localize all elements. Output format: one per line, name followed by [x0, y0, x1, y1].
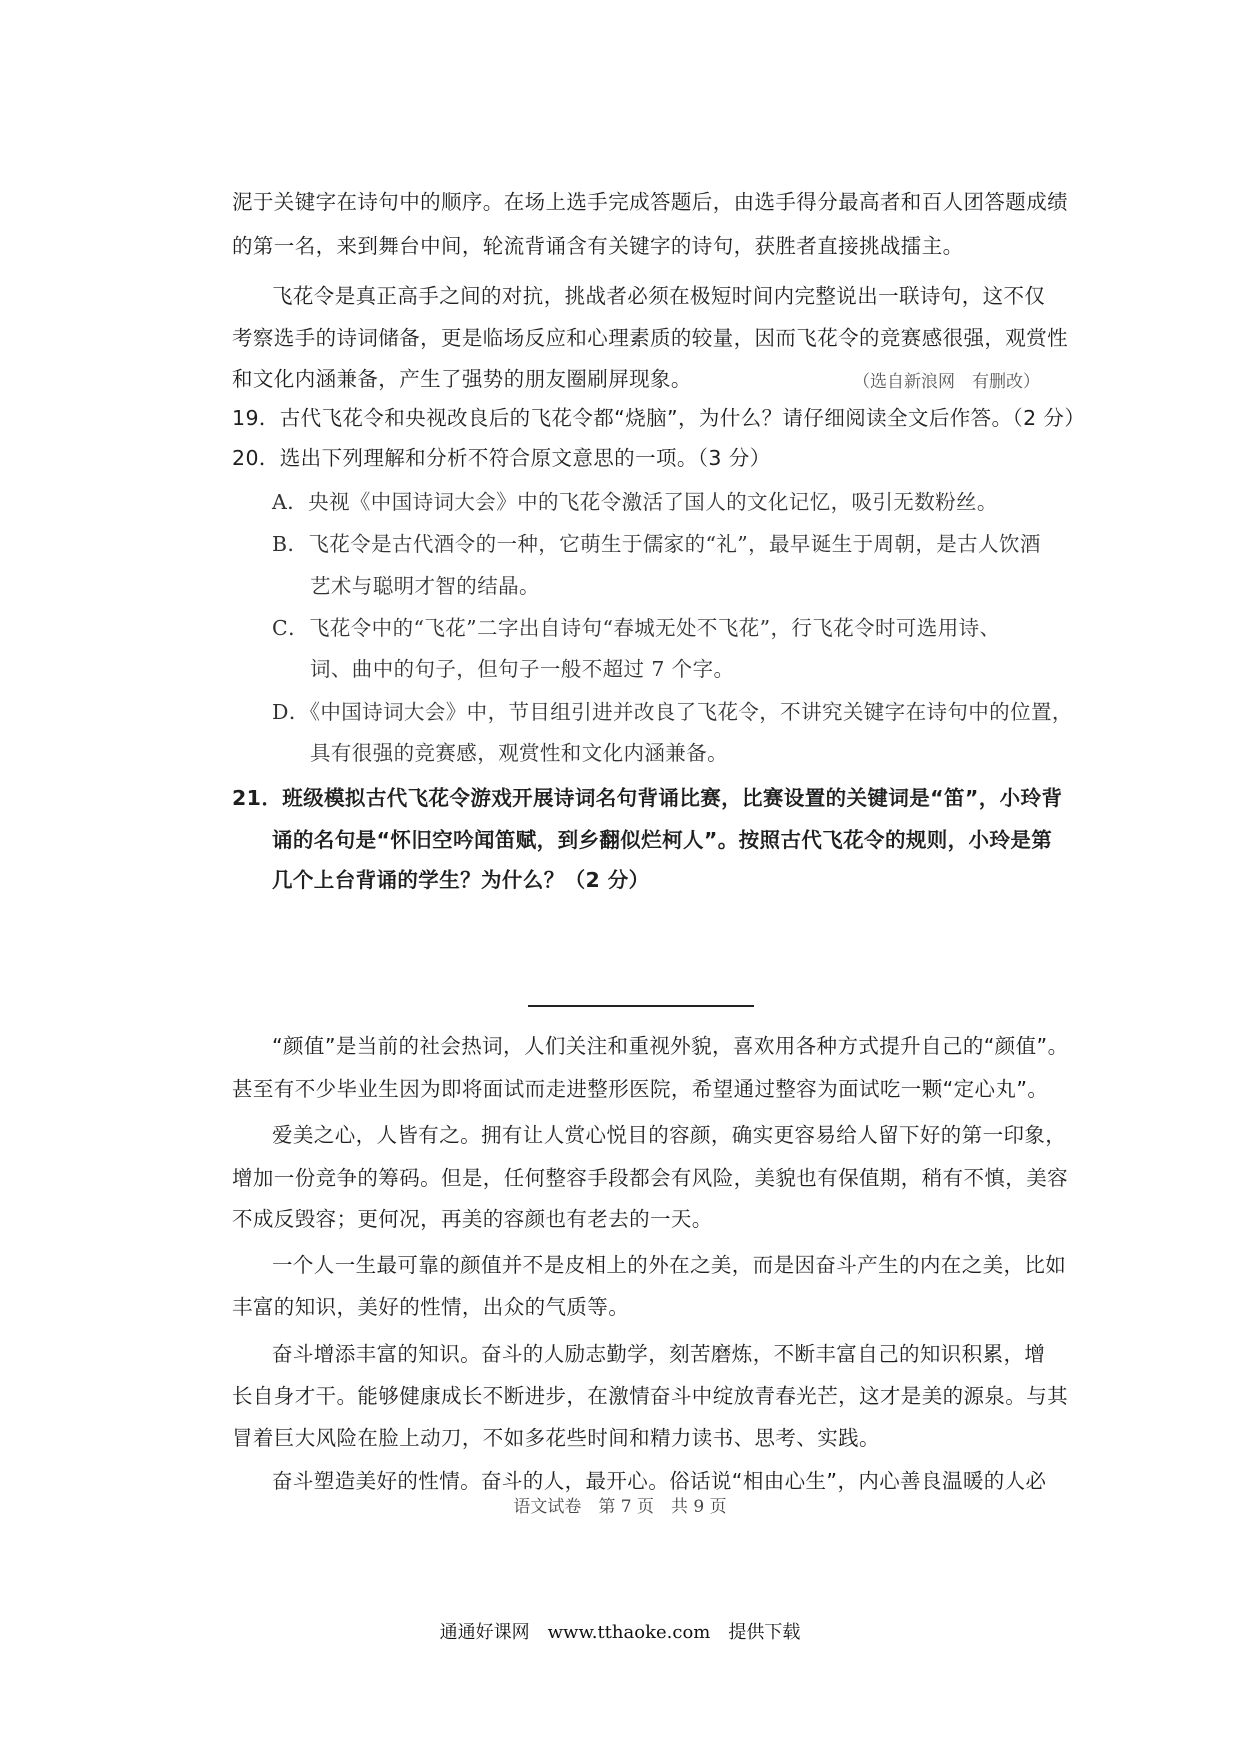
text-line: 一个人一生最可靠的颜值并不是皮相上的外在之美，而是因奋斗产生的内在之美，比如: [272, 1253, 1067, 1277]
question-21-cont: 几个上台背诵的学生？为什么？（2 分）: [272, 868, 650, 892]
footer-credit: 通通好课网 www.tthaoke.com 提供下载: [439, 1622, 801, 1643]
option-d-cont: 具有很强的竞赛感，观赏性和文化内涵兼备。: [310, 741, 728, 765]
divider-rule: [528, 1005, 754, 1007]
source-note: （选自新浪网 有删改）: [853, 372, 1040, 392]
question-21-cont: 诵的名句是“怀旧空吟闻笛赋，到乡翻似烂柯人”。按照古代飞花令的规则，小玲是第: [272, 828, 1053, 852]
text-line: 长自身才干。能够健康成长不断进步，在激情奋斗中绽放青春光芒，这才是美的源泉。与其: [232, 1384, 1068, 1408]
text-line: 和文化内涵兼备，产生了强势的朋友圈刷屏现象。: [232, 367, 692, 391]
question-21: 21．班级模拟古代飞花令游戏开展诗词名句背诵比赛，比赛设置的关键词是“笛”，小玲背: [232, 786, 1063, 810]
text-line: 奋斗增添丰富的知识。奋斗的人励志勤学，刻苦磨炼，不断丰富自己的知识积累，增: [272, 1342, 1046, 1366]
option-a: A．央视《中国诗词大会》中的飞花令激活了国人的文化记忆，吸引无数粉丝。: [272, 490, 998, 514]
option-c-cont: 词、曲中的句子，但句子一般不超过 7 个字。: [310, 657, 735, 681]
question-19: 19．古代飞花令和央视改良后的飞花令都“烧脑”，为什么？请仔细阅读全文后作答。（2 分）: [232, 406, 1086, 430]
text-line: 冒着巨大风险在脸上动刀，不如多花些时间和精力读书、思考、实践。: [232, 1426, 880, 1450]
option-c: C．飞花令中的“飞花”二字出自诗句“春城无处不飞花”，行飞花令时可选用诗、: [272, 616, 1001, 640]
question-20-stem: 20．选出下列理解和分析不符合原文意思的一项。（3 分）: [232, 446, 771, 470]
text-line: 增加一份竞争的筹码。但是，任何整容手段都会有风险，美貌也有保值期，稍有不慎，美容: [232, 1166, 1068, 1190]
option-b-cont: 艺术与聪明才智的结晶。: [310, 574, 540, 598]
page-number: 语文试卷 第 7 页 共 9 页: [513, 1497, 727, 1517]
option-d: D．《中国诗词大会》中，节目组引进并改良了飞花令，不讲究关键字在诗句中的位置，: [272, 700, 1073, 724]
option-b: B．飞花令是古代酒令的一种，它萌生于儒家的“礼”，最早诞生于周朝，是古人饮酒: [272, 532, 1041, 556]
text-line: “颜值”是当前的社会热词，人们关注和重视外貌，喜欢用各种方式提升自己的“颜值”。: [272, 1034, 1069, 1058]
text-line: 奋斗塑造美好的性情。奋斗的人，最开心。俗话说“相由心生”，内心善良温暖的人必: [272, 1469, 1047, 1493]
text-line: 丰富的知识，美好的性情，出众的气质等。: [232, 1295, 630, 1319]
text-line: 的第一名，来到舞台中间，轮流背诵含有关键字的诗句，获胜者直接挑战擂主。: [232, 234, 964, 258]
text-line: 爱美之心，人皆有之。拥有让人赏心悦目的容颜，确实更容易给人留下好的第一印象，: [272, 1123, 1067, 1147]
text-line: 飞花令是真正高手之间的对抗，挑战者必须在极短时间内完整说出一联诗句，这不仅: [272, 284, 1046, 308]
text-line: 甚至有不少毕业生因为即将面试而走进整形医院，希望通过整容为面试吃一颗“定心丸”。: [232, 1077, 1049, 1101]
text-line: 泥于关键字在诗句中的顺序。在场上选手完成答题后，由选手得分最高者和百人团答题成绩: [232, 190, 1068, 214]
text-line: 考察选手的诗词储备，更是临场反应和心理素质的较量，因而飞花令的竞赛感很强，观赏性: [232, 326, 1068, 350]
text-line: 不成反毁容；更何况，再美的容颜也有老去的一天。: [232, 1207, 713, 1231]
